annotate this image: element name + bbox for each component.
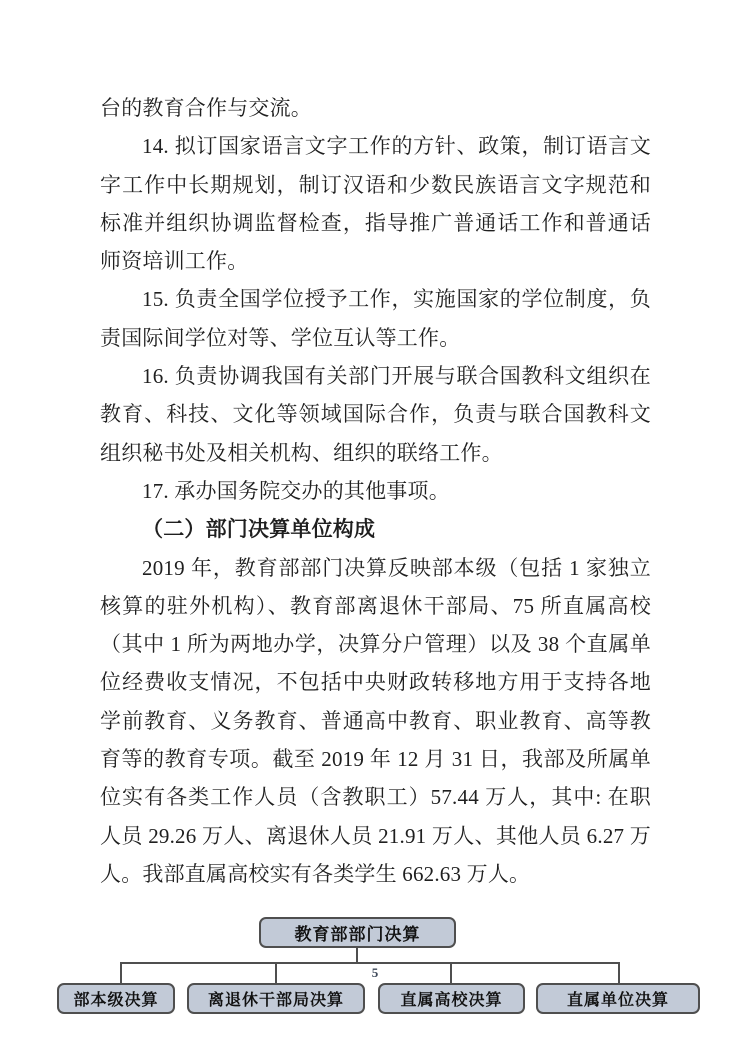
connector-horizontal	[120, 962, 620, 964]
paragraph-unit-composition: 2019 年，教育部部门决算反映部本级（包括 1 家独立核算的驻外机构）、教育部离退休干部局、75 所直属高校（其中 1 所为两地办学，决算分户管理）以及 38 个直属单位经费收支情况，不包括中央财政转移地方用于支持各地学前教育、义务教育、普通高中教育、职业教育、高等教育等的教育专项。截至 2019 年 12 月 31 日，我部及所属单位实有各类工作人员（含教职工）57.44 万人，其中: 在职人员 29.26 万人、离退休人员 21.91 万人、其他人员 6.27 万人。我部直属高校实有各类学生 662.63 万人。	[100, 555, 651, 886]
paragraph-continuation: 台的教育合作与交流。	[100, 96, 312, 120]
section-heading: （二）部门决算单位构成	[142, 517, 376, 542]
paragraph-item-16: 16. 负责协调我国有关部门开展与联合国教科文组织在教育、科技、文化等领域国际合作，负责与联合国教科文组织秘书处及相关机构、组织的联络工作。	[100, 364, 651, 465]
paragraph-item-14: 14. 拟订国家语言文字工作的方针、政策，制订语言文字工作中长期规划，制订汉语和少数民族语言文字规范和标准并组织协调监督检查，指导推广普通话工作和普通话师资培训工作。	[100, 134, 651, 274]
page-number: 5	[371, 965, 379, 980]
org-chart-child-box-1: 部本级决算	[57, 983, 175, 1014]
org-chart-root-box: 教育部部门决算	[259, 917, 456, 948]
org-chart-child-box-2: 离退休干部局决算	[187, 983, 365, 1014]
connector-root-vertical	[356, 948, 358, 963]
org-chart-child-box-4: 直属单位决算	[536, 983, 700, 1014]
paragraph-item-17: 17. 承办国务院交办的其他事项。	[142, 478, 450, 503]
document-body	[100, 89, 651, 893]
paragraph-item-15: 15. 负责全国学位授予工作，实施国家的学位制度，负责国际间学位对等、学位互认等工作。	[100, 287, 651, 350]
org-chart-child-box-3: 直属高校决算	[378, 983, 525, 1014]
